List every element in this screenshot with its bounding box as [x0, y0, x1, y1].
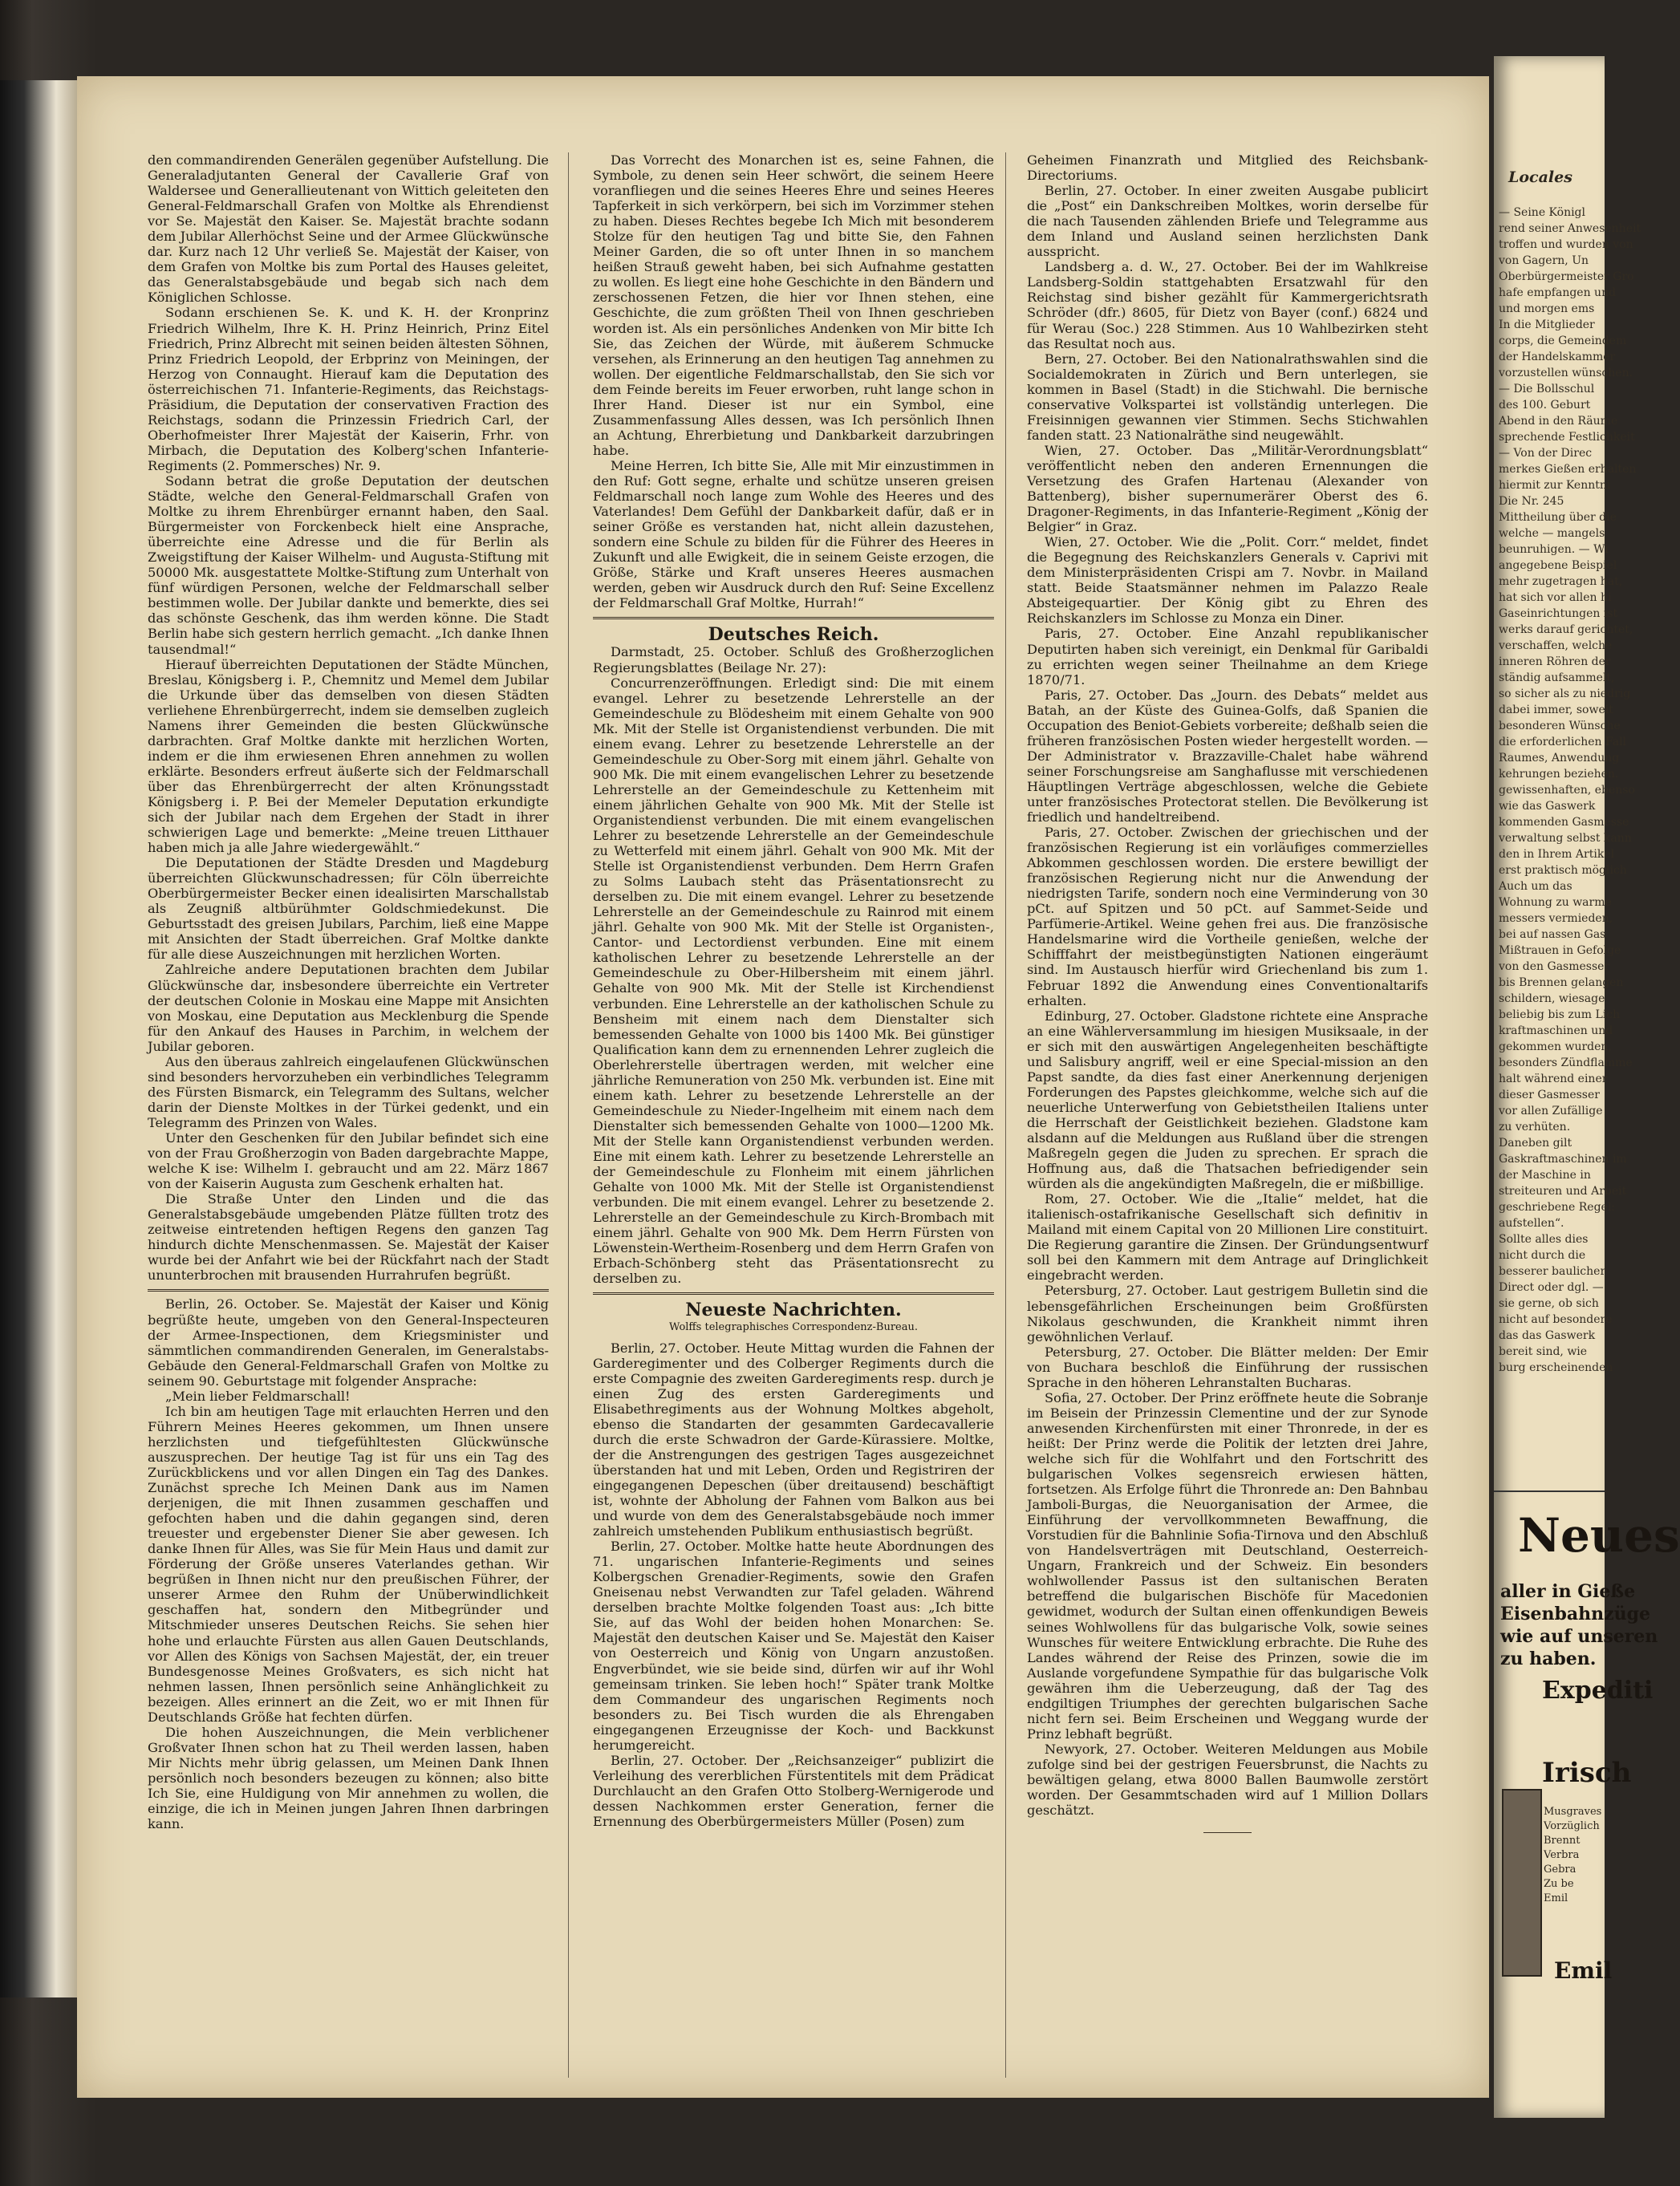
advertisement-title: Neues	[1518, 1508, 1680, 1563]
paragraph: Paris, 27. October. Eine Anzahl republikanischer Deputirten haben sich vereinigt, ein Denkmal für Garibaldi zu errichten wegen seiner Theilnahme an dem Kriege 1870/71.	[1027, 626, 1428, 687]
text-line: kommenden Gasmesse	[1499, 816, 1629, 829]
paragraph: Berlin, 27. October. In einer zweiten Ausgabe publicirt die „Post“ ein Dankschreiben Moltkes, worin derselbe für die nach Tausenden zählenden Briefe und Telegramme aus dem Inland und Ausland seinen herzlichsten Dank ausspricht.	[1027, 183, 1428, 260]
text-line: des 100. Geburt	[1499, 399, 1591, 412]
text-line: ständig aufsammelt,	[1499, 671, 1615, 684]
text-line: — Von der Direc	[1499, 447, 1593, 460]
section-heading: Deutsches Reich.	[708, 624, 879, 646]
text-line: geschriebene Regel:	[1499, 1201, 1616, 1214]
paragraph: Bern, 27. October. Bei den Nationalrathswahlen sind die Socialdemokraten in Zürich und Bern unterlegen, sie kommen in Basel (Stadt) in die Stichwahl. Die bernische conservative Volkspartei ist vollständig unterlegen. Die Freisinnigen gewannen vier Stimmen. Sechs Stichwahlen fanden statt. 23 Nationalräthe sind neugewählt.	[1027, 351, 1428, 443]
text-line: merkes Gießen erhalten	[1499, 463, 1637, 476]
paragraph: Das Vorrecht des Monarchen ist es, seine Fahnen, die Symbole, zu denen sein Heer schwört, die seinem Heere voranfliegen und die seines Heeres Ehre und seines Heeres Tapferkeit in sich verkörpern, bei sich im Vorzimmer stehen zu haben. Dieses Rechtes begebe Ich Mich mit besonderem Stolze für den heutigen Tag und bitte Sie, den Fahnen Meiner Garden, die so oft unter Ihnen in so manchem heißen Strauß geweht haben, bei sich Aufnahme gestatten zu wollen. Es liegt eine hohe Geschichte in den Bändern und zerschossenen Fetzen, die hier vor Ihnen stehen, eine Geschichte, die zum größten Theil von Ihnen geschrieben worden ist. Als ein persönliches Andenken von Mir bitte Ich Sie, das Zeichen der Würde, mit äußerem Schmucke versehen, als Erinnerung an den heutigen Tag annehmen zu wollen. Der eigentliche Feldmarschallstab, den Sie sich vor dem Feinde bereits im Feuer erworben, ruht lange schon in Ihrer Hand. Dieser ist nur ein Symbol, eine Zusammenfassung Alles dessen, was Ich persönlich Ihnen an Achtung, Ehrerbietung und Dankbarkeit darzubringen habe.	[593, 152, 994, 458]
text-line: gewissenhaften, ebenso	[1499, 784, 1635, 797]
text-line: corps, die Gemeindem	[1499, 335, 1627, 347]
text-line: burg erscheinenden	[1499, 1361, 1613, 1374]
text-line: Gaseinrichtungen ist	[1499, 607, 1618, 620]
adjacent-page-fragment	[1494, 56, 1680, 2118]
text-line: welche — mangels	[1499, 527, 1605, 540]
end-rule	[1203, 1832, 1252, 1833]
text-line: Raumes, Anwendung	[1499, 752, 1620, 764]
text-line: hiermit zur Kenntni	[1499, 479, 1611, 492]
text-line: bei auf nassen Gas	[1499, 928, 1606, 941]
paragraph: Wien, 27. October. Wie die „Polit. Corr.“ meldet, findet die Begegnung des Reichskanzlers Generals v. Caprivi mit dem Ministerpräsidenten Crispi am 7. Novbr. in Mailand statt. Beide Staatsmänner nehmen im Palazzo Reale Absteigequartier. Der König gibt zu Ehren des Reichskanzlers im Schlosse zu Monza ein Diner.	[1027, 534, 1428, 627]
column-rule	[568, 152, 569, 2078]
text-line: bereit sind, wie	[1499, 1345, 1588, 1358]
text-line: hafe empfangen und	[1499, 286, 1617, 299]
text-line: Wohnung zu warme	[1499, 896, 1612, 909]
text-line: besonderen Wünsche	[1499, 720, 1621, 732]
text-line: Die Nr. 245	[1499, 495, 1564, 508]
section-divider	[593, 1292, 994, 1295]
text-line: Vorzüglich	[1544, 1820, 1600, 1832]
text-line: beunruhigen. — Wi	[1499, 543, 1609, 556]
text-line: verschaffen, welche	[1499, 639, 1613, 652]
newspaper-page	[77, 76, 1489, 2098]
text-line: verwaltung selbst kann	[1499, 832, 1632, 845]
text-line: vorzustellen wünschen.	[1499, 367, 1633, 379]
text-line: kehrungen beziehen.	[1499, 768, 1619, 781]
paragraph: Sofia, 27. October. Der Prinz eröffnete heute die Sobranje im Beisein der Prinzessin Clementine und der zur Synode anwesenden Kirchenfürsten mit einer Thronrede, in der es heißt: Der Prinz werde die Politik der letzten drei Jahre, welche sich für die Wohlfahrt und den Fortschritt des bulgarischen Volkes segensreich erwiesen hätten, fortsetzen. Als Erfolge führt die Thronrede an: Den Bahnbau Jamboli-Burgas, die Neuorganisation der Armee, die Einführung der vervollkommneten Bewaffnung, die Vorstudien für die Bahnlinie Sofia-Tirnova und den Abschluß von Handelsverträgen mit Deutschland, Oesterreich-Ungarn, Frankreich und der Schweiz. Ein besonders wohlwollender Passus ist den sultanischen Beraten betreffend die bulgarischen Bischöfe für Macedonien gewidmet, wodurch der Sultan einen offenkundigen Beweis seines Wohlwollens für das bulgarische Volk, sowie seines Wunsches für weitere Entwicklung erbrachte. Die Ruhe des Landes während der Reise des Prinzen, sowie die im Auslande vorgefundene Sympathie für das bulgarische Volk gewähren ihm die Ueberzeugung, daß der Tag des endgiltigen Triumphes der gerechten bulgarischen Sache nicht fern sei. Beim Erscheinen und Weggang wurde der Prinz lebhaft begrüßt.	[1027, 1389, 1428, 1742]
paragraph: Ich bin am heutigen Tage mit erlauchten Herren und den Führern Meines Heeres gekommen, um Ihnen unsere herzlichsten und tiefgefühltesten Glückwünsche auszusprechen. Der heutige Tag ist für uns ein Tag des Zurückblickens und vor allen Dingen ein Tag des Dankes. Zunächst spreche Ich Meinen Dank aus im Namen derjenigen, die mit Ihnen zusammen geschaffen und gefochten haben und die dahin gegangen sind, deren treuester und ergebenster Diener Sie aber gewesen. Ich danke Ihnen für Alles, was Sie für Mein Haus und damit zur Förderung der Größe unseres Vaterlandes gethan. Wir begrüßen in Ihnen nicht nur den preußischen Führer, der unserer Armee den Ruhm der Unüberwindlichkeit geschaffen hat, sondern den Mitbegründer und Mitschmieder unseres Deutschen Reichs. Sie sehen hier hohe und erlauchte Fürsten aus allen Gauen Deutschlands, vor Allen des Königs von Sachsen Majestät, der, ein treuer Bundesgenosse Meines Großvaters, es sich nicht hat nehmen lassen, Ihnen persönlich seine Anhänglichkeit zu bezeigen. Alles erinnert an die Zeit, wo er mit Ihnen für Deutschlands Größe hat fechten dürfen.	[148, 1403, 549, 1725]
paragraph: Edinburg, 27. October. Gladstone richtete eine Ansprache an eine Wählerversammlung im hiesigen Musiksaale, in der er sich mit den auswärtigen Angelegenheiten beschäftigte und Salisbury angriff, weil er eine Special-mission an den Papst sandte, da dies fast einer Anerkennung derjenigen Forderungen des Papstes gleichkomme, welche sich auf die neuerliche Unterwerfung von Gebietstheilen Italiens unter die Herrschaft der Geistlichkeit beziehen. Gladstone kam alsdann auf die Meldungen aus Rußland über die strengen Maßregeln gegen die Juden zu sprechen. Er sprach die Hoffnung aus, daß die Thatsachen befriedigender sein würden als die angekündigten Maßregeln, die er mißbillige.	[1027, 1008, 1428, 1192]
paragraph: Paris, 27. October. Zwischen der griechischen und der französischen Regierung ist ein vorläufiges commerzielles Abkommen geschlossen worden. Die erstere bewilligt der französischen Regierung nicht nur die Anwendung der niedrigsten Tarife, sondern noch eine Verminderung von 30 pCt. auf Spitzen und 50 pCt. auf Sammet-Seide und Parfümerie-Artikel. Weine gehen frei aus. Die französische Handelsmarine wird die Vortheile genießen, welche der Schifffahrt der meistbegünstigten Nationen eingeräumt sind. Im Austausch hierfür wird Griechenland bis zum 1. Februar 1892 die Anwendung eines Conventionaltarifs erhalten.	[1027, 825, 1428, 1008]
paragraph: Die Deputationen der Städte Dresden und Magdeburg überreichten Glückwunschadressen; für Cöln überreichte Oberbürgermeister Becker einen idealisirten Marschallstab als Zeugniß altbürühmter Goldschmiedekunst. Die Geburtsstadt des greisen Jubilars, Parchim, ließ eine Mappe mit Ansichten der Stadt überreichen. Graf Moltke dankte für alle diese Auszeichnungen mit herzlichen Worten.	[148, 855, 549, 963]
text-line: dieser Gasmesser	[1499, 1089, 1600, 1101]
text-line: das das Gaswerk	[1499, 1329, 1596, 1342]
section-subheading: Wolffs telegraphisches Correspondenz-Bureau.	[668, 1321, 919, 1334]
text-line: Verbra	[1544, 1849, 1580, 1861]
section-heading: Neueste Nachrichten.	[685, 1300, 902, 1321]
advertisement-divider	[1494, 1490, 1605, 1492]
text-line: von den Gasmesser	[1499, 960, 1610, 973]
paragraph: den commandirenden Generälen gegenüber Aufstellung. Die Generaladjutanten General der Cavallerie Graf von Waldersee und Generallieutenant von Wittich geleiteten den General-Feldmarschall Grafen von Moltke als Ehrendienst vor Se. Majestät den Kaiser. Se. Majestät brachte sodann dem Jubilar Allerhöchst Seine und der Armee Glückwünsche dar. Kurz nach 12 Uhr verließ Se. Majestät der Kaiser, von dem Grafen von Moltke bis zum Portal des Hauses geleitet, das Generalstabsgebäude und begab sich nach dem Königlichen Schlosse.	[148, 152, 549, 306]
text-line: erst praktisch möglich	[1499, 864, 1627, 877]
text-line: Emil	[1544, 1892, 1568, 1904]
text-line: Sollte alles dies	[1499, 1233, 1589, 1246]
paragraph: Darmstadt, 25. October. Schluß des Großherzoglichen Regierungsblattes (Beilage Nr. 27):	[593, 644, 994, 675]
paragraph: Unter den Geschenken für den Jubilar befindet sich eine von der Frau Großherzogin von Baden dargebrachte Mappe, welche K ise: Wilhelm I. gebraucht und am 22. März 1867 von der Kaiserin Augusta zum Geschenk erhalten hat.	[148, 1130, 549, 1192]
section-divider	[148, 1289, 549, 1292]
text-line: Eisenbahnzüge	[1500, 1604, 1650, 1624]
column-1	[148, 152, 549, 2086]
text-line: wie das Gaswerk	[1499, 800, 1596, 813]
text-line: Zu be	[1544, 1878, 1574, 1890]
paragraph: Die hohen Auszeichnungen, die Mein verblichener Großvater Ihnen schon hat zu Theil werden lassen, haben Mir Nichts mehr übrig gelassen, um Meinen Dank Ihnen persönlich noch besonders bezeugen zu können; also bitte Ich Sie, eine Huldigung von Mir annehmen zu wollen, die einzige, die ich in Meinen jungen Jahren Ihnen darbringen kann.	[148, 1724, 549, 1832]
paragraph: Aus den überaus zahlreich eingelaufenen Glückwünschen sind besonders hervorzuheben ein verbindliches Telegramm des Fürsten Bismarck, ein Telegramm des Sultans, welcher darin der Dienste Moltkes in der Türkei gedenkt, und ein Telegramm des Prinzen von Wales.	[148, 1053, 549, 1130]
text-line: Mißtrauen in Gefolge	[1499, 944, 1621, 957]
advertisement-emil: Emil	[1554, 1957, 1613, 1984]
text-line: sie gerne, ob sich	[1499, 1297, 1599, 1310]
text-line: von Gagern, Un	[1499, 254, 1589, 267]
adjacent-page-heading: Locales	[1508, 168, 1572, 186]
paragraph: Hierauf überreichten Deputationen der Städte München, Breslau, Königsberg i. P., Chemnitz und Memel dem Jubilar die Urkunde über das demselben von diesen Städten verliehene Ehrenbürgerrecht, indem sie demselben zugleich Namens ihrer Gemeinden die besten Glückwünsche darbrachten. Graf Moltke dankte mit herzlichen Worten, indem er die ihm erwiesenen Ehren annehmen zu wollen erklärte. Besonders erfreut äußerte sich der Feldmarschall über das Ehrenbürgerrecht der alten Krönungsstadt Königsberg i. P. Bei der Memeler Deputation erkundigte sich der Jubilar nach dem Ergehen der Stadt in ihrer schwierigen Lage und bemerkte: „Meine treuen Litthauer haben mich ja alle Jahre wiedergewählt.“	[148, 656, 549, 856]
advertisement-expedition: Expediti	[1542, 1677, 1654, 1705]
text-line: — Die Bollsschul	[1499, 383, 1595, 395]
paragraph: Wien, 27. October. Das „Militär-Verordnungsblatt“ veröffentlicht neben den anderen Ernennungen die Versetzung des Grafen Hartenau (Alexander von Battenberg), bisher supernumerärer Oberst des 6. Dragoner-Regiments, in das Infanterie-Regiment „König der Belgier“ in Graz.	[1027, 442, 1428, 535]
paragraph: Landsberg a. d. W., 27. October. Bei der im Wahlkreise Landsberg-Soldin stattgehabten Ersatzwahl für den Reichstag sind bisher gezählt für Kammergerichtsrath Schröder (dfr.) 8605, für Dietz von Bayer (conf.) 6824 und für Werau (Soc.) 228 Stimmen. Aus 10 Wahlbezirken steht das Resultat noch aus.	[1027, 259, 1428, 351]
text-line: besserer baulicher	[1499, 1265, 1606, 1278]
text-line: kraftmaschinen und	[1499, 1024, 1613, 1037]
paragraph: Sodann erschienen Se. K. und K. H. der Kronprinz Friedrich Wilhelm, Ihre K. H. Prinz Heinrich, Prinz Eitel Friedrich, Prinz Albrecht mit seinen beiden ältesten Söhnen, Prinz Friedrich Leopold, der Erbprinz von Meiningen, der Herzog von Connaught. Hierauf kam die Deputation des österreichischen 71. Infanterie-Regiments, das Reichstags-Präsidium, die Deputation der conservativen Fraction des Reichstags, sodann die Prinzessin Friedrich Carl, der Oberhofmeister Ihrer Majestät der Kaiserin, Frhr. von Mirbach, die Deputation des Kolberg'schen Infanterie-Regiments (2. Pommersches) Nr. 9.	[148, 305, 549, 473]
text-line: sprechende Festlichkeit	[1499, 431, 1635, 444]
advertisement-text	[1500, 1580, 1658, 1670]
paragraph: Geheimen Finanzrath und Mitglied des Reichsbank-Directoriums.	[1027, 152, 1428, 184]
text-line: halt während einer	[1499, 1073, 1608, 1085]
paragraph: Rom, 27. October. Wie die „Italie“ meldet, hat die italienisch-ostafrikanische Gesellschaft sich definitiv in Mailand mit einem Capital von 20 Millionen Lire constituirt. Die Regierung garantire die Zinsen. Der Gründungsentwurf soll bei den Kammern mit dem Antrage auf Dringlichkeit eingebracht werden.	[1027, 1191, 1428, 1284]
text-line: mehr zugetragen hat,	[1499, 575, 1623, 588]
text-line: aufstellen“.	[1499, 1217, 1564, 1230]
paragraph: Petersburg, 27. October. Die Blätter melden: Der Emir von Buchara beschloß die Einführung der russischen Sprache in den höheren Lehranstalten Bucharas.	[1027, 1344, 1428, 1390]
text-line: zu verhüten.	[1499, 1121, 1571, 1134]
text-line: gekommen wurden,	[1499, 1040, 1612, 1053]
text-line: besonders Zündflamme	[1499, 1056, 1633, 1069]
text-line: der Maschine in	[1499, 1169, 1591, 1182]
section-divider	[593, 617, 994, 619]
stove-illustration	[1502, 1789, 1542, 1977]
text-line: schildern, wiesage	[1499, 992, 1605, 1005]
text-line: Daneben gilt	[1499, 1137, 1572, 1150]
text-line: Gaskraftmaschinen im	[1499, 1153, 1627, 1166]
text-line: aller in Gieße	[1500, 1581, 1636, 1602]
paragraph: Zahlreiche andere Deputationen brachten dem Jubilar Glückwünsche dar, insbesondere überreichte ein Vertreter der deutschen Colonie in Moskau eine Mappe mit Ansichten von Moskau, eine Deputation aus Mecklenburg die Spende für den Ankauf des Hauses in Parchim, in welchem der Jubilar geboren.	[148, 962, 549, 1054]
paragraph: Newyork, 27. October. Weiteren Meldungen aus Mobile zufolge sind bei der gestrigen Feuersbrunst, die Nachts zu bewältigen gelang, etwa 8000 Ballen Baumwolle zerstört worden. Der Gesammtschaden wird auf 1 Million Dollars geschätzt.	[1027, 1741, 1428, 1819]
text-line: messers vermieden,	[1499, 912, 1613, 925]
text-line: Mittheilung über die	[1499, 511, 1617, 524]
column-2	[593, 152, 994, 2086]
text-line: Musgraves	[1544, 1806, 1602, 1818]
text-line: nicht auf besondere	[1499, 1313, 1613, 1326]
text-line: beliebig bis zum Lich	[1499, 1008, 1621, 1021]
paragraph: Concurrenzeröffnungen. Erledigt sind: Die mit einem evangel. Lehrer zu besetzende Lehrerstelle an der Gemeindeschule zu Blödesheim mit einem Gehalte von 900 Mk. Mit der Stelle ist Organistendienst verbunden. Die mit einem evang. Lehrer zu besetzende Lehrerstelle an der Gemeindeschule zu Ober-Sorg mit einem jährl. Gehalte von 900 Mk. Die mit einem evangelischen Lehrer zu besetzende Lehrerstelle an der Gemeindeschule zu Kettenheim mit einem jährlichen Gehalte von 900 Mk. Mit der Stelle ist Organistendienst verbunden. Die mit einem evangelischen Lehrer zu besetzende Lehrerstelle an der Gemeindeschule zu Wetterfeld mit einem jährl. Gehalt von 900 Mk. Mit der Stelle ist Organistendienst verbunden. Dem Herrn Grafen zu Solms Laubach steht das Präsentationsrecht zu derselben zu. Die mit einem evangel. Lehrer zu besetzende Lehrerstelle an der Gemeindeschule zu Rainrod mit einem jährl. Gehalte von 900 Mk. Mit der Stelle ist Organisten-, Cantor- und Lectordienst verbunden. Eine mit einem katholischen Lehrer zu besetzende Lehrerstelle an der Gemeindeschule zu Ober-Hilbersheim mit einem jährl. Gehalte von 900 Mk. Mit der Stelle ist Kirchendienst verbunden. Eine Lehrerstelle an der katholischen Schule zu Bensheim mit einem nach dem Dienstalter sich bemessenden Gehalte von 1000 bis 1400 Mk. Bei günstiger Qualification kann dem zu ernennenden Lehrer zugleich die Oberlehrerstelle übertragen werden, mit welcher eine jährliche Remuneration von 250 Mk. verbunden ist. Eine mit einem kath. Lehrer zu besetzende Lehrerstelle an der Gemeindeschule zu Nieder-Ingelheim mit einem nach dem Dienstalter sich bemessenden Gehalte von 1000—1200 Mk. Mit der Stelle kann Organistendienst verbunden werden. Eine mit einem kath. Lehrer zu besetzende Lehrerstelle an der Gemeindeschule zu Flonheim mit einem jährlichen Gehalte von 1000 Mk. Mit der Stelle ist Organistendienst verbunden. Die mit einem evangel. Lehrer zu besetzende 2. Lehrerstelle an der Gemeindeschule zu Kirch-Brombach mit einem jährl. Gehalte von 900 Mk. Dem Herrn Fürsten von Löwenstein-Wertheim-Rosenberg und dem Herrn Grafen von Erbach-Schönberg steht das Präsentationsrecht zu derselben zu.	[593, 675, 994, 1287]
text-line: Gebra	[1544, 1864, 1577, 1876]
text-line: den in Ihrem Artikel	[1499, 848, 1615, 861]
advertisement-small-text	[1544, 1805, 1605, 1906]
column-3	[1027, 152, 1428, 2086]
column-rule	[1005, 152, 1006, 2078]
text-line: rend seiner Anwesenheit	[1499, 222, 1641, 235]
text-line: Brennt	[1544, 1835, 1581, 1847]
text-line: der Handelskammer	[1499, 351, 1616, 363]
text-line: dabei immer, soweit	[1499, 704, 1613, 716]
text-line: Oberbürgermeister Gro	[1499, 270, 1634, 283]
text-line: inneren Röhren der	[1499, 655, 1611, 668]
text-line: Abend in den Räume	[1499, 415, 1618, 428]
paragraph: „Mein lieber Feldmarschall!	[165, 1388, 351, 1404]
text-line: wie auf unseren	[1500, 1626, 1658, 1647]
text-line: hat sich vor allen hi	[1499, 591, 1612, 604]
text-line: nicht durch die	[1499, 1249, 1586, 1262]
text-line: und morgen ems	[1499, 302, 1595, 315]
paragraph: Sodann betrat die große Deputation der deutschen Städte, welche den General-Feldmarschall Grafen von Moltke zu ihrem Ehrenbürger ernannt haben, den Saal. Bürgermeister von Forckenbeck hielt eine Ansprache, überreichte eine Adresse und die für Berlin als Zweigstiftung der Kaiser Wilhelm- und Augusta-Stiftung mit 50000 Mk. ausgestattete Moltke-Stiftung zum Unterhalt von fünf würdigen Personen, welche der Feldmarschall selber bestimmen wolle. Der Jubilar dankte und bemerkte, dies sei das schönste Geschenk, das ihm werden könne. Die Stadt Berlin habe sich gestern herrlich gemacht. „Ich danke Ihnen tausendmal!“	[148, 472, 549, 657]
text-line: Direct oder dgl. —	[1499, 1281, 1604, 1294]
text-line: troffen und wurden von	[1499, 238, 1633, 251]
paragraph: Petersburg, 27. October. Laut gestrigem Bulletin sind die lebensgefährlichen Erscheinungen beim Großfürsten Nikolaus geschwunden, die Krankheit nimmt ihren gewöhnlichen Verlauf.	[1027, 1283, 1428, 1344]
text-line: so sicher als zu niedrig	[1499, 687, 1631, 700]
paragraph: Berlin, 26. October. Se. Majestät der Kaiser und König begrüßte heute, umgeben von den General-Inspecteuren der Armee-Inspectionen, dem Kriegsminister und sämmtlichen commandirenden Generalen, im Generalstabs-Gebäude den General-Feldmarschall Grafen von Moltke zu seinem 90. Geburtstage mit folgender Ansprache:	[148, 1296, 549, 1389]
text-line: In die Mitglieder	[1499, 318, 1595, 331]
text-line: zu haben.	[1500, 1649, 1597, 1669]
paragraph: Berlin, 27. October. Heute Mittag wurden die Fahnen der Garderegimenter und des Colberger Regiments durch die erste Compagnie des zweiten Garderegiments resp. durch je einen Zug des ersten Garderegiments und Elisabethregiments aus der Wohnung Moltkes abgeholt, ebenso die Standarten der gesammten Gardecavallerie durch die erste Schwadron der Garde-Kürassiere. Moltke, der die Anstrengungen des gestrigen Tages ausgezeichnet überstanden hat und mit Leben, Orden und Registriren der eingegangenen Depeschen (über dreitausend) beschäftigt ist, wohnte der Abholung der Fahnen vom Balkon aus bei und wurde von dem des Generalstabsgebäude noch immer zahlreich umstehenden Publikum enthusiastisch begrüßt.	[593, 1340, 994, 1539]
text-line: bis Brennen gelangen	[1499, 976, 1624, 989]
paragraph: Die Straße Unter den Linden und die das Generalstabsgebäude umgebenden Plätze füllten trotz des zeitweise eintretenden heftigen Regens den ganzen Tag hindurch dichte Menschenmassen. Se. Majestät der Kaiser wurde bei der Anfahrt wie bei der Rückfahrt nach der Stadt ununterbrochen mit brausenden Hurrahrufen begrüßt.	[148, 1191, 549, 1284]
text-line: Auch um das	[1499, 880, 1572, 893]
paragraph: Meine Herren, Ich bitte Sie, Alle mit Mir einzustimmen in den Ruf: Gott segne, erhalte und schütze unseren greisen Feldmarschall noch lange zum Wohle des Heeres und des Vaterlandes! Dem Gefühl der Dankbarkeit dafür, daß er in seiner Größe es verstanden hat, nicht allein dazustehen, sondern eine Schule zu bilden für die Führer des Heeres in Zukunft und alle Ewigkeit, die in seinem Geiste erzogen, die Größe, Stärke und Kraft unseres Heeres ausmachen werden, geben wir Ausdruck durch den Ruf: Seine Excellenz der Feldmarschall Graf Moltke, Hurrah!“	[593, 457, 994, 611]
adjacent-page-text	[1499, 205, 1641, 1376]
text-line: — Seine Königl	[1499, 206, 1586, 219]
paragraph: Berlin, 27. October. Moltke hatte heute Abordnungen des 71. ungarischen Infanterie-Regiments und seines Kolbergschen Grenadier-Regiments, sowie den Grafen Gneisenau nebst Verwandten zur Tafel geladen. Während derselben brachte Moltke folgenden Toast aus: „Ich bitte Sie, auf das Wohl der beiden hohen Monarchen: Se. Majestät den deutschen Kaiser und Se. Majestät den Kaiser von Oesterreich und König von Ungarn anzustoßen. Engverbündet, wie sie beide sind, dürfen wir auf ihr Wohl gemeinsam trinken. Sie leben hoch!“ Später trank Moltke dem Commandeur des ungarischen Regiments noch besonders zu. Bei Tisch wurden die als Ehrengaben eingegangenen Erzeugnisse der Koch- und Backkunst herumgereicht.	[593, 1539, 994, 1753]
page-binding-edge	[0, 80, 77, 1997]
text-line: angegebene Beispiel	[1499, 559, 1617, 572]
paragraph: Berlin, 27. October. Der „Reichsanzeiger“ publizirt die Verleihung des vererblichen Fürstentitels mit dem Prädicat Durchlaucht an den Grafen Otto Stolberg-Wernigerode und dessen Nachkommen erster Generation, ferner die Ernennung des Oberbürgermeisters Müller (Posen) zum	[593, 1752, 994, 1829]
text-line: die erforderlichen Fall	[1499, 736, 1627, 748]
text-line: werks darauf gerichtet,	[1499, 623, 1633, 636]
text-line: streiteuren und Arbeit	[1499, 1185, 1627, 1198]
advertisement-irisch: Irisch	[1542, 1757, 1632, 1789]
text-line: vor allen Zufällige	[1499, 1105, 1603, 1117]
paragraph: Paris, 27. October. Das „Journ. des Debats“ meldet aus Batah, an der Küste des Guinea-Golfs, daß Spanien die Occupation des Beniot-Gebiets vorbereite; deßhalb seien die früheren französischen Posten wieder hergestellt worden. — Der Administrator v. Brazzaville-Chalet habe während seiner Forschungsreise am Sanghaflusse mit verschiedenen Häuptlingen Verträge abgeschlossen, welche die Gebiete unter französisches Protectorat stellen. Die Bevölkerung ist friedlich und handeltreibend.	[1027, 687, 1428, 825]
